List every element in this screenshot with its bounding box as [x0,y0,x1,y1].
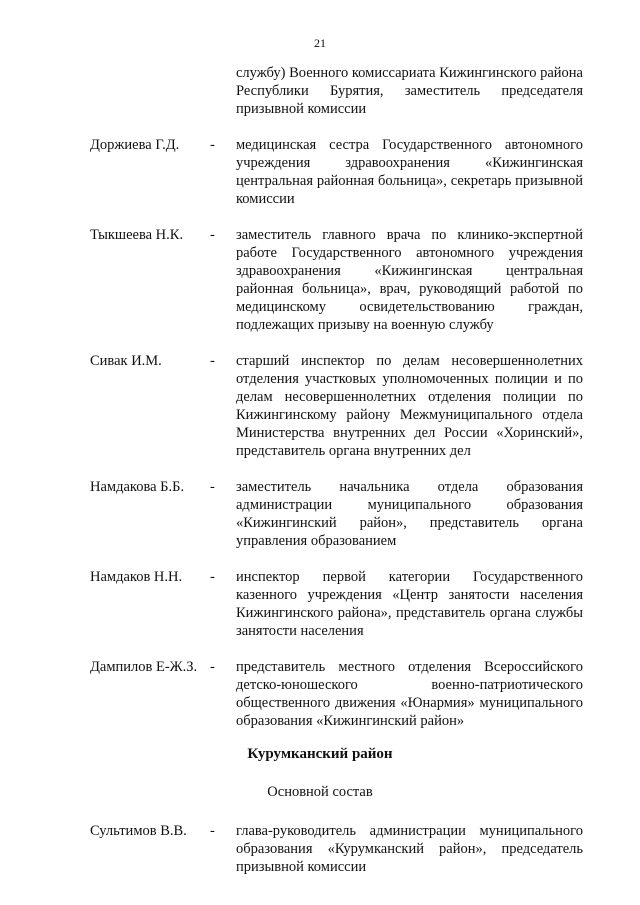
member-name: Сультимов В.В. [90,823,187,839]
member-role: представитель местного отделения Всероссийского детско-юношеского военно-патриотического общественного движения «Юнармия» муниципального образования «Кижингинский район» [236,659,583,729]
district-heading: Курумканский район [247,746,393,762]
member-dash: - [210,659,215,675]
member-dash: - [210,227,215,243]
continuation-text: службу) Военного комиссариата Кижингинского района Республики Бурятия, заместитель председателя призывной комиссии [236,65,583,117]
member-dash: - [210,823,215,839]
member-role: старший инспектор по делам несовершеннолетних отделения участковых уполномоченных полиции и по делам несовершеннолетних отделения полиции по Кижингинскому району Межмуниципального отдела Министерства внутренних дел России «Хоринский», представитель органа внутренних дел [236,353,583,459]
member-dash: - [210,137,215,153]
member-name: Намдакова Б.Б. [90,479,185,495]
composition-heading: Основной состав [267,784,373,800]
member-name: Тыкшеева Н.К. [90,227,184,243]
member-dash: - [210,353,215,369]
member-role: медицинская сестра Государственного автономного учреждения здравоохранения «Кижингинская центральная районная больница», секретарь призывной комиссии [236,137,583,207]
member-name: Дампилов Е-Ж.З. [90,659,198,675]
page-number: 21 [314,36,326,50]
member-role: инспектор первой категории Государственного казенного учреждения «Центр занятости населения Кижингинского района», представитель органа службы занятости населения [236,569,583,639]
member-role: глава-руководитель администрации муниципального образования «Курумканский район», председатель призывной комиссии [236,823,583,875]
member-role: заместитель начальника отдела образования администрации муниципального образования «Кижингинский район», представитель органа управления образованием [236,479,583,549]
member-name: Доржиева Г.Д. [90,137,180,153]
member-dash: - [210,479,215,495]
member-dash: - [210,569,215,585]
member-name: Сивак И.М. [90,353,162,369]
member-role: заместитель главного врача по клинико-экспертной работе Государственного автономного учреждения здравоохранения «Кижингинская центральная районная больница», врач, руководящий работой по медицинскому освидетельствованию граждан, подлежащих призыву на военную службу [236,227,583,333]
member-name: Намдаков Н.Н. [90,569,183,585]
